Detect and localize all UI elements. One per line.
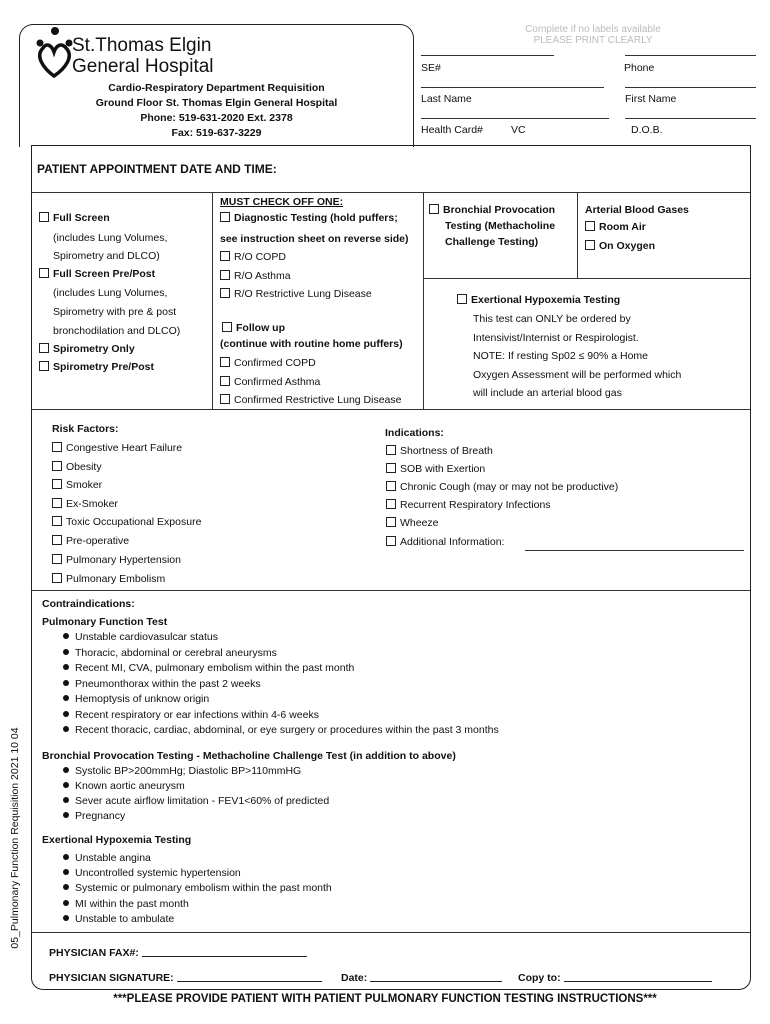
diagnostic-testing-option[interactable]: Diagnostic Testing (hold puffers; xyxy=(220,212,398,225)
se-number-label: SE# xyxy=(421,62,441,74)
full-screen-note: (includes Lung Volumes, xyxy=(53,232,168,244)
copy-to-field[interactable]: Copy to: xyxy=(518,971,712,985)
follow-up-checkbox[interactable] xyxy=(222,322,232,332)
indication-checkbox[interactable] xyxy=(386,445,396,455)
confirmed-restrictive-option[interactable]: Confirmed Restrictive Lung Disease xyxy=(220,394,402,407)
indication-item[interactable]: Wheeze xyxy=(386,517,439,530)
pft-contra-item: Unstable cardiovasulcar status xyxy=(63,631,218,644)
eht-contra-item: Unstable to ambulate xyxy=(63,913,174,926)
risk-factor-item[interactable]: Smoker xyxy=(52,479,102,492)
vc-label: VC xyxy=(511,124,526,136)
patient-instructions-notice: ***PLEASE PROVIDE PATIENT WITH PATIENT PULMONARY FUNCTION TESTING INSTRUCTIONS*** xyxy=(113,993,657,1005)
indication-item[interactable]: Shortness of Breath xyxy=(386,445,493,458)
risk-factors-heading: Risk Factors: xyxy=(52,423,119,435)
indications-heading: Indications: xyxy=(385,427,444,439)
form-id-side-label: 05_Pulmonary Function Requisition 2021 10 04 xyxy=(9,727,21,949)
ro-copd-option[interactable]: R/O COPD xyxy=(220,251,286,264)
risk-factor-checkbox[interactable] xyxy=(52,516,62,526)
contraindications-heading: Contraindications: xyxy=(42,598,135,610)
hospital-name-line2: General Hospital xyxy=(72,56,214,77)
eht-heading: Exertional Hypoxemia Testing xyxy=(42,834,192,846)
risk-factor-checkbox[interactable] xyxy=(52,554,62,564)
spirometry-pre-post-option[interactable]: Spirometry Pre/Post xyxy=(39,361,154,374)
full-screen-option[interactable]: Full Screen xyxy=(39,212,110,225)
exertional-note: This test can ONLY be ordered by xyxy=(473,313,631,325)
exertional-note: will include an arterial blood gas xyxy=(473,387,622,399)
ro-asthma-option[interactable]: R/O Asthma xyxy=(220,270,291,283)
ro-restrictive-option[interactable]: R/O Restrictive Lung Disease xyxy=(220,288,372,301)
spirometry-only-option[interactable]: Spirometry Only xyxy=(39,343,135,356)
bpt-contra-item: Sever acute airflow limitation - FEV1<60% of predicted xyxy=(63,795,329,808)
additional-info-checkbox[interactable] xyxy=(386,536,396,546)
bronchial-provocation-note: Testing (Methacholine xyxy=(445,220,556,232)
diagnostic-testing-checkbox[interactable] xyxy=(220,212,230,222)
risk-factor-item[interactable]: Obesity xyxy=(52,461,102,474)
eht-contra-item: Systemic or pulmonary embolism within the past month xyxy=(63,882,332,895)
risk-factor-item[interactable]: Congestive Heart Failure xyxy=(52,442,182,455)
indication-item[interactable]: Recurrent Respiratory Infections xyxy=(386,499,551,512)
pft-contra-item: Thoracic, abdominal or cerebral aneurysms xyxy=(63,647,277,660)
date-field[interactable]: Date: xyxy=(341,971,502,985)
department-fax: Fax: 519-637-3229 xyxy=(171,127,262,139)
confirmed-asthma-checkbox[interactable] xyxy=(220,376,230,386)
pft-contra-item: Recent MI, CVA, pulmonary embolism within the past month xyxy=(63,662,354,675)
hospital-logo xyxy=(33,26,75,78)
risk-factor-item[interactable]: Pulmonary Hypertension xyxy=(52,554,181,567)
indication-item[interactable]: SOB with Exertion xyxy=(386,463,485,476)
risk-factor-checkbox[interactable] xyxy=(52,461,62,471)
risk-factor-item[interactable]: Ex-Smoker xyxy=(52,498,118,511)
first-name-label: First Name xyxy=(625,93,677,105)
full-screen-pre-post-option[interactable]: Full Screen Pre/Post xyxy=(39,268,155,281)
print-clearly-note: PLEASE PRINT CLEARLY xyxy=(533,35,653,46)
dob-label: D.O.B. xyxy=(631,124,663,136)
exertional-hypoxemia-checkbox[interactable] xyxy=(457,294,467,304)
bpt-contra-item: Pregnancy xyxy=(63,810,125,823)
room-air-checkbox[interactable] xyxy=(585,221,595,231)
department-phone: Phone: 519-631-2020 Ext. 2378 xyxy=(140,112,293,124)
label-note: Complete if no labels available xyxy=(525,24,661,35)
on-oxygen-option[interactable]: On Oxygen xyxy=(585,240,655,253)
room-air-option[interactable]: Room Air xyxy=(585,221,646,234)
full-screen-note: Spirometry and DLCO) xyxy=(53,250,160,262)
hospital-location: Ground Floor St. Thomas Elgin General Hospital xyxy=(95,97,338,109)
appointment-date-time: PATIENT APPOINTMENT DATE AND TIME: xyxy=(37,162,277,176)
pft-contra-item: Hemoptysis of unknow origin xyxy=(63,693,209,706)
confirmed-copd-option[interactable]: Confirmed COPD xyxy=(220,357,316,370)
bronchial-provocation-checkbox[interactable] xyxy=(429,204,439,214)
risk-factor-checkbox[interactable] xyxy=(52,479,62,489)
ro-asthma-checkbox[interactable] xyxy=(220,270,230,280)
follow-up-note: (continue with routine home puffers) xyxy=(220,338,403,350)
ro-copd-checkbox[interactable] xyxy=(220,251,230,261)
full-screen-pp-note: (includes Lung Volumes, xyxy=(53,287,168,299)
exertional-note: Intensivist/Internist or Respirologist. xyxy=(473,332,639,344)
additional-info-item[interactable]: Additional Information: xyxy=(386,536,504,549)
bpt-contra-item: Systolic BP>200mmHg; Diastolic BP>110mmHG xyxy=(63,765,301,778)
indication-checkbox[interactable] xyxy=(386,517,396,527)
department-title: Cardio-Respiratory Department Requisition xyxy=(108,82,325,94)
health-card-label: Health Card# xyxy=(421,124,483,136)
risk-factor-checkbox[interactable] xyxy=(52,498,62,508)
full-screen-pp-note: Spirometry with pre & post xyxy=(53,306,177,318)
ro-restrictive-checkbox[interactable] xyxy=(220,288,230,298)
eht-contra-item: Unstable angina xyxy=(63,852,151,865)
confirmed-copd-checkbox[interactable] xyxy=(220,357,230,367)
bronchial-provocation-option[interactable]: Bronchial Provocation xyxy=(429,204,555,217)
physician-fax-field[interactable]: PHYSICIAN FAX#: xyxy=(49,946,307,960)
pft-contra-item: Recent thoracic, cardiac, abdominal, or eye surgery or procedures within the past 3 months xyxy=(63,724,499,737)
spirometry-only-checkbox[interactable] xyxy=(39,343,49,353)
risk-factor-item[interactable]: Pulmonary Embolism xyxy=(52,573,165,586)
exertional-note: Oxygen Assessment will be performed which xyxy=(473,369,682,381)
full-screen-checkbox[interactable] xyxy=(39,212,49,222)
on-oxygen-checkbox[interactable] xyxy=(585,240,595,250)
spirometry-pre-post-checkbox[interactable] xyxy=(39,361,49,371)
full-screen-pre-post-checkbox[interactable] xyxy=(39,268,49,278)
follow-up-option[interactable]: Follow up xyxy=(222,322,285,335)
confirmed-asthma-option[interactable]: Confirmed Asthma xyxy=(220,376,320,389)
indication-checkbox[interactable] xyxy=(386,463,396,473)
confirmed-restrictive-checkbox[interactable] xyxy=(220,394,230,404)
risk-factor-item[interactable]: Pre-operative xyxy=(52,535,129,548)
bpt-contra-item: Known aortic aneurysm xyxy=(63,780,185,793)
exertional-hypoxemia-option[interactable]: Exertional Hypoxemia Testing xyxy=(457,294,620,307)
eht-contra-item: MI within the past month xyxy=(63,898,189,911)
must-check-heading: MUST CHECK OFF ONE: xyxy=(220,196,344,208)
indication-checkbox[interactable] xyxy=(386,481,396,491)
additional-info-field[interactable] xyxy=(525,550,744,551)
bronchial-provocation-note: Challenge Testing) xyxy=(445,236,539,248)
hospital-name-line1: St.Thomas Elgin xyxy=(72,35,212,56)
indication-item[interactable]: Chronic Cough (may or may not be productive) xyxy=(386,481,618,494)
pft-contra-item: Pneumonthorax within the past 2 weeks xyxy=(63,678,261,691)
last-name-label: Last Name xyxy=(421,93,472,105)
diagnostic-testing-note: see instruction sheet on reverse side) xyxy=(220,233,409,245)
eht-contra-item: Uncontrolled systemic hypertension xyxy=(63,867,241,880)
phone-label: Phone xyxy=(624,62,655,74)
bpt-heading: Bronchial Provocation Testing - Methacholine Challenge Test (in addition to above) xyxy=(42,750,456,762)
risk-factor-item[interactable]: Toxic Occupational Exposure xyxy=(52,516,201,529)
risk-factor-checkbox[interactable] xyxy=(52,535,62,545)
full-screen-pp-note: bronchodilation and DLCO) xyxy=(53,325,181,337)
pft-contra-item: Recent respiratory or ear infections within 4-6 weeks xyxy=(63,709,319,722)
arterial-blood-gases-heading: Arterial Blood Gases xyxy=(585,204,689,216)
indication-checkbox[interactable] xyxy=(386,499,396,509)
physician-signature-field[interactable]: PHYSICIAN SIGNATURE: xyxy=(49,971,322,985)
risk-factor-checkbox[interactable] xyxy=(52,442,62,452)
risk-factor-checkbox[interactable] xyxy=(52,573,62,583)
pft-heading: Pulmonary Function Test xyxy=(42,616,168,628)
exertional-note: NOTE: If resting Sp02 ≤ 90% a Home xyxy=(473,350,649,362)
